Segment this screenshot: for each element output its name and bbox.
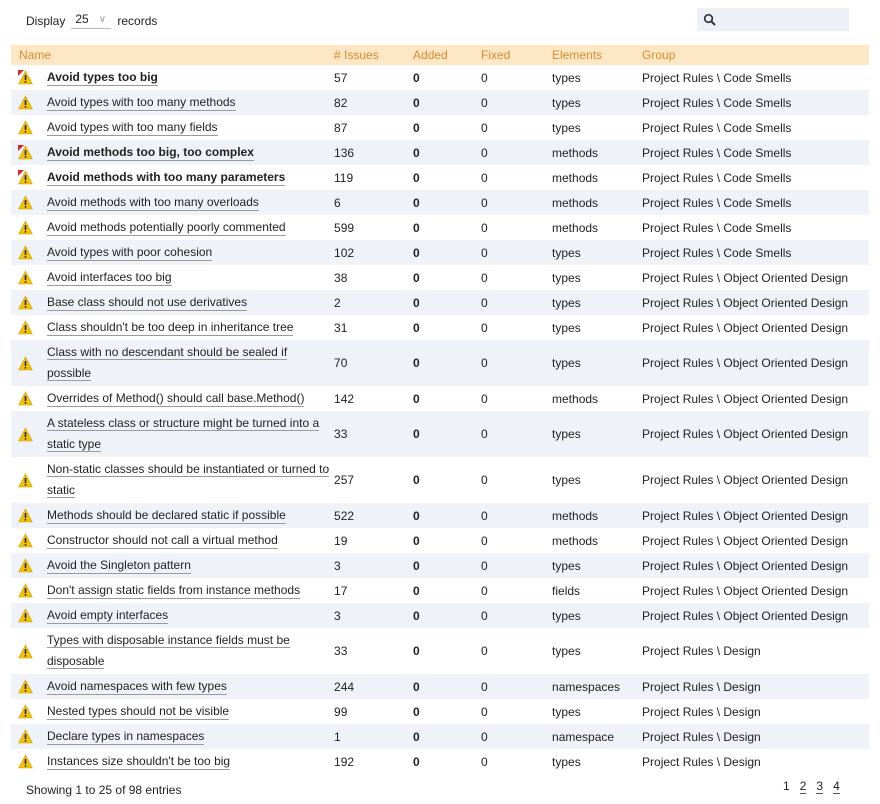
- added-count: 0: [413, 729, 420, 744]
- table-row: [11, 724, 869, 749]
- rule-name-link[interactable]: [47, 95, 236, 111]
- column-header-group[interactable]: Group: [642, 45, 869, 65]
- rule-name-link[interactable]: [47, 70, 158, 86]
- warning-icon: [18, 220, 33, 235]
- added-count: 0: [413, 533, 420, 548]
- fixed-count: 0: [481, 220, 488, 235]
- fixed-count: 0: [481, 170, 488, 185]
- table-body: [11, 65, 869, 774]
- issues-count: 19: [334, 533, 348, 548]
- rule-group: Project Rules \ Code Smells: [642, 145, 792, 160]
- rule-name: Avoid methods too big, too complex: [47, 144, 254, 159]
- warning-icon: [18, 270, 33, 285]
- rule-group: Project Rules \ Code Smells: [642, 245, 792, 260]
- added-count: 0: [413, 356, 420, 370]
- fixed-count: 0: [481, 270, 488, 285]
- table-row: [11, 553, 869, 578]
- severity-cell: [11, 578, 47, 603]
- added-count: 0: [413, 170, 420, 185]
- issues-count: 57: [334, 70, 348, 85]
- rule-group: Project Rules \ Code Smells: [642, 220, 792, 235]
- issues-count: 136: [334, 145, 355, 160]
- severity-cell: [11, 190, 47, 215]
- rule-name: Non-static classes should be instantiated or turned to static: [47, 461, 330, 497]
- rule-name: Avoid types with poor cohesion: [47, 244, 213, 259]
- elements-type: methods: [552, 220, 599, 235]
- added-count: 0: [413, 391, 420, 406]
- elements-type: fields: [552, 583, 581, 598]
- search-icon: [703, 13, 717, 27]
- added-count: 0: [413, 558, 420, 573]
- fixed-count: 0: [481, 295, 488, 310]
- warning-icon: [18, 704, 33, 719]
- rule-name-cell: [47, 240, 334, 265]
- column-header-fixed[interactable]: Fixed: [481, 45, 552, 65]
- rule-name-cell: [47, 215, 334, 240]
- rule-name-link[interactable]: [47, 583, 300, 599]
- elements-type: types: [552, 754, 581, 769]
- rule-group: Project Rules \ Object Oriented Design: [642, 608, 849, 623]
- rule-name: Avoid interfaces too big: [47, 269, 172, 284]
- rule-name-cell: [47, 315, 334, 340]
- rule-group: Project Rules \ Object Oriented Design: [642, 473, 849, 487]
- warning-icon: [18, 95, 33, 110]
- fixed-count: 0: [481, 729, 488, 744]
- elements-type: namespaces: [552, 679, 621, 694]
- rule-group: Project Rules \ Code Smells: [642, 95, 792, 110]
- severity-cell: [11, 628, 47, 674]
- rule-name: Avoid types with too many fields: [47, 119, 218, 134]
- added-count: 0: [413, 608, 420, 623]
- rule-name-cell: [47, 603, 334, 628]
- rule-name-cell: [47, 265, 334, 290]
- rule-name-cell: [47, 578, 334, 603]
- issues-count: 33: [334, 427, 348, 441]
- table-row: [11, 115, 869, 140]
- rule-name: Nested types should not be visible: [47, 703, 230, 718]
- added-count: 0: [413, 583, 420, 598]
- rule-name-link[interactable]: [47, 342, 334, 385]
- rule-name-link[interactable]: [47, 508, 286, 524]
- rule-name-link[interactable]: [47, 391, 304, 407]
- table-row: [11, 315, 869, 340]
- fixed-count: 0: [481, 145, 488, 160]
- column-header-name[interactable]: Name: [11, 45, 334, 65]
- elements-type: types: [552, 704, 581, 719]
- table-row: [11, 90, 869, 115]
- table-row: [11, 190, 869, 215]
- table-row: [11, 699, 869, 724]
- rule-group: Project Rules \ Design: [642, 704, 761, 719]
- rule-name-cell: [47, 553, 334, 578]
- rule-name-link[interactable]: [47, 295, 247, 311]
- rule-group: Project Rules \ Object Oriented Design: [642, 295, 849, 310]
- rule-name-link[interactable]: [47, 145, 254, 161]
- display-label: Display: [26, 13, 66, 28]
- rule-name-cell: [47, 503, 334, 528]
- elements-type: types: [552, 70, 581, 85]
- issues-count: 2: [334, 295, 341, 310]
- fixed-count: 0: [481, 427, 488, 441]
- rule-name-link[interactable]: [47, 220, 286, 236]
- rule-name-cell: [47, 457, 334, 503]
- fixed-count: 0: [481, 508, 488, 523]
- elements-type: methods: [552, 391, 599, 406]
- page-size-select[interactable]: [71, 12, 111, 29]
- entries-info: Showing 1 to 25 of 98 entries: [26, 783, 182, 797]
- severity-cell: [11, 165, 47, 190]
- elements-type: namespace: [552, 729, 615, 744]
- rule-name-link[interactable]: [47, 704, 229, 720]
- rule-group: Project Rules \ Code Smells: [642, 170, 792, 185]
- rule-name: Declare types in namespaces: [47, 728, 205, 743]
- rule-group: Project Rules \ Object Oriented Design: [642, 583, 849, 598]
- severity-cell: [11, 115, 47, 140]
- warning-icon: [18, 754, 33, 769]
- rule-name-link[interactable]: [47, 195, 259, 211]
- added-count: 0: [413, 473, 420, 487]
- fixed-count: 0: [481, 473, 488, 487]
- elements-type: methods: [552, 508, 599, 523]
- rule-name-link[interactable]: [47, 170, 285, 186]
- table-row: [11, 215, 869, 240]
- warning-icon: [18, 195, 33, 210]
- rule-name-link[interactable]: [47, 413, 334, 456]
- severity-cell: [11, 699, 47, 724]
- rule-name-cell: [47, 340, 334, 386]
- rule-name-cell: [47, 386, 334, 411]
- page-size-control: [26, 12, 157, 29]
- rule-group: Project Rules \ Object Oriented Design: [642, 270, 849, 285]
- rule-name-cell: [47, 165, 334, 190]
- rule-group: Project Rules \ Object Oriented Design: [642, 356, 849, 370]
- issues-count: 3: [334, 608, 341, 623]
- added-count: 0: [413, 427, 420, 441]
- warning-icon: [18, 608, 33, 623]
- fixed-count: 0: [481, 245, 488, 260]
- issues-count: 522: [334, 508, 355, 523]
- critical-warning-icon: [18, 70, 33, 85]
- fixed-count: 0: [481, 533, 488, 548]
- issues-count: 119: [334, 170, 354, 185]
- rule-name-link[interactable]: [47, 679, 227, 695]
- rule-name-link[interactable]: [47, 320, 293, 336]
- rule-name-cell: [47, 190, 334, 215]
- added-count: 0: [413, 679, 420, 694]
- added-count: 0: [413, 754, 420, 769]
- elements-type: types: [552, 245, 581, 260]
- issues-count: 1: [334, 729, 341, 744]
- fixed-count: 0: [481, 95, 488, 110]
- severity-cell: [11, 553, 47, 578]
- warning-icon: [18, 679, 33, 694]
- added-count: 0: [413, 508, 420, 523]
- table-row: [11, 528, 869, 553]
- warning-icon: [18, 508, 33, 523]
- table-row: [11, 457, 869, 503]
- severity-cell: [11, 503, 47, 528]
- added-count: 0: [413, 145, 420, 160]
- elements-type: methods: [552, 533, 599, 548]
- table-row: [11, 265, 869, 290]
- rule-name-link[interactable]: [47, 754, 230, 770]
- rule-name: Don't assign static fields from instance methods: [47, 582, 301, 597]
- rule-group: Project Rules \ Object Oriented Design: [642, 558, 849, 573]
- issues-count: 70: [334, 356, 348, 370]
- chevron-down-icon: ∨: [98, 13, 107, 25]
- rule-name-link[interactable]: [47, 245, 212, 261]
- added-count: 0: [413, 120, 420, 135]
- rule-name-link[interactable]: [47, 558, 191, 574]
- rule-name-cell: [47, 115, 334, 140]
- rule-name: Avoid empty interfaces: [47, 607, 169, 622]
- fixed-count: 0: [481, 583, 488, 598]
- rule-name-cell: [47, 628, 334, 674]
- page-link-4[interactable]: 4: [833, 779, 840, 793]
- elements-type: types: [552, 270, 581, 285]
- rule-group: Project Rules \ Design: [642, 644, 761, 658]
- table-row: [11, 503, 869, 528]
- rule-name: Avoid the Singleton pattern: [47, 557, 191, 572]
- issues-count: 192: [334, 754, 355, 769]
- rule-name: Instances size shouldn't be too big: [47, 753, 231, 768]
- table-row: [11, 65, 869, 90]
- elements-type: types: [552, 608, 581, 623]
- severity-cell: [11, 674, 47, 699]
- rule-name: Avoid methods with too many overloads: [47, 194, 259, 209]
- critical-warning-icon: [18, 170, 33, 185]
- rule-group: Project Rules \ Object Oriented Design: [642, 391, 849, 406]
- records-label: records: [117, 13, 158, 28]
- page-link-2[interactable]: 2: [799, 779, 807, 793]
- added-count: 0: [413, 195, 420, 210]
- severity-cell: [11, 528, 47, 553]
- warning-icon: [18, 120, 33, 135]
- pagination: [783, 779, 840, 794]
- fixed-count: 0: [481, 679, 488, 694]
- added-count: 0: [413, 245, 420, 260]
- severity-cell: [11, 340, 47, 386]
- added-count: 0: [413, 704, 420, 719]
- rule-name-link[interactable]: [47, 270, 172, 286]
- severity-cell: [11, 265, 47, 290]
- rule-name: Overrides of Method() should call base.Method(): [47, 390, 305, 405]
- fixed-count: 0: [481, 356, 488, 370]
- issues-count: 99: [334, 704, 348, 719]
- elements-type: types: [552, 473, 581, 487]
- rule-name: Avoid methods potentially poorly commented: [47, 219, 286, 234]
- warning-icon: [18, 533, 33, 548]
- added-count: 0: [413, 70, 420, 85]
- rule-group: Project Rules \ Object Oriented Design: [642, 320, 849, 335]
- rule-group: Project Rules \ Code Smells: [642, 70, 792, 85]
- rule-group: Project Rules \ Code Smells: [642, 120, 792, 135]
- rule-name-cell: [47, 699, 334, 724]
- table-header-row: [11, 45, 869, 65]
- rule-name-link[interactable]: [47, 459, 334, 502]
- rule-name-cell: [47, 140, 334, 165]
- added-count: 0: [413, 95, 420, 110]
- severity-cell: [11, 290, 47, 315]
- table-row: [11, 411, 869, 457]
- elements-type: methods: [552, 170, 599, 185]
- rule-group: Project Rules \ Object Oriented Design: [642, 533, 849, 548]
- fixed-count: 0: [481, 195, 488, 210]
- rule-group: Project Rules \ Design: [642, 729, 761, 744]
- table-row: [11, 290, 869, 315]
- table-row: [11, 749, 869, 774]
- rule-name: Avoid types with too many methods: [47, 94, 236, 109]
- rule-group: Project Rules \ Object Oriented Design: [642, 427, 849, 441]
- severity-cell: [11, 411, 47, 457]
- rule-name-cell: [47, 528, 334, 553]
- issues-count: 257: [334, 473, 355, 487]
- fixed-count: 0: [481, 704, 488, 719]
- warning-icon: [18, 729, 33, 744]
- warning-icon: [18, 644, 33, 659]
- rule-name-cell: [47, 65, 334, 90]
- rule-name-cell: [47, 749, 334, 774]
- warning-icon: [18, 427, 33, 442]
- search-input[interactable]: [697, 8, 849, 31]
- warning-icon: [18, 320, 33, 335]
- rule-name: Types with disposable instance fields must be disposable: [47, 632, 290, 668]
- severity-cell: [11, 724, 47, 749]
- added-count: 0: [413, 220, 420, 235]
- table-row: [11, 578, 869, 603]
- added-count: 0: [413, 320, 420, 335]
- fixed-count: 0: [481, 608, 488, 623]
- warning-icon: [18, 356, 33, 371]
- issues-count: 142: [334, 391, 355, 406]
- issues-count: 3: [334, 558, 341, 573]
- rule-name: Methods should be declared static if possible: [47, 507, 286, 522]
- rule-name: Avoid methods with too many parameters: [47, 169, 286, 184]
- rule-name: Constructor should not call a virtual method: [47, 532, 278, 547]
- elements-type: types: [552, 95, 581, 110]
- rule-name-cell: [47, 724, 334, 749]
- rule-name-cell: [47, 674, 334, 699]
- fixed-count: 0: [481, 558, 488, 573]
- severity-cell: [11, 90, 47, 115]
- issues-count: 17: [334, 583, 348, 598]
- rule-name-link[interactable]: [47, 630, 334, 673]
- issues-count: 599: [334, 220, 355, 235]
- table-row: [11, 140, 869, 165]
- rule-name: Avoid namespaces with few types: [47, 678, 227, 693]
- severity-cell: [11, 65, 47, 90]
- warning-icon: [18, 558, 33, 573]
- critical-warning-icon: [18, 145, 33, 160]
- page-link-3[interactable]: 3: [816, 779, 824, 793]
- issues-count: 38: [334, 270, 348, 285]
- issues-count: 31: [334, 320, 348, 335]
- rule-name-cell: [47, 290, 334, 315]
- rule-group: Project Rules \ Design: [642, 754, 761, 769]
- rule-name-link[interactable]: [47, 120, 218, 136]
- severity-cell: [11, 315, 47, 340]
- severity-cell: [11, 603, 47, 628]
- rule-group: Project Rules \ Code Smells: [642, 195, 792, 210]
- table-row: [11, 165, 869, 190]
- elements-type: methods: [552, 195, 599, 210]
- issues-count: 82: [334, 95, 348, 110]
- table-row: [11, 240, 869, 265]
- elements-type: types: [552, 320, 581, 335]
- added-count: 0: [413, 270, 420, 285]
- table-row: [11, 340, 869, 386]
- elements-type: types: [552, 427, 581, 441]
- issues-count: 244: [334, 679, 355, 694]
- column-header-issues[interactable]: # Issues: [334, 45, 413, 65]
- rule-name-link[interactable]: [47, 533, 278, 549]
- table-controls: [0, 0, 880, 40]
- elements-type: types: [552, 558, 581, 573]
- page-link-1[interactable]: 1: [783, 779, 790, 793]
- severity-cell: [11, 457, 47, 503]
- fixed-count: 0: [481, 320, 488, 335]
- rule-name-link[interactable]: [47, 729, 204, 745]
- rule-name-link[interactable]: [47, 608, 168, 624]
- page-size-value: 25: [75, 12, 89, 26]
- fixed-count: 0: [481, 644, 488, 658]
- severity-cell: [11, 215, 47, 240]
- issues-count: 33: [334, 644, 348, 658]
- table-row: [11, 386, 869, 411]
- warning-icon: [18, 391, 33, 406]
- column-header-elements[interactable]: Elements: [552, 45, 642, 65]
- fixed-count: 0: [481, 70, 488, 85]
- elements-type: types: [552, 120, 581, 135]
- issues-count: 87: [334, 120, 348, 135]
- table-row: [11, 628, 869, 674]
- rule-group: Project Rules \ Object Oriented Design: [642, 508, 849, 523]
- rule-name: Class with no descendant should be sealed if possible: [47, 344, 288, 380]
- warning-icon: [18, 245, 33, 260]
- table-row: [11, 603, 869, 628]
- rule-name: Class shouldn't be too deep in inheritance tree: [47, 319, 294, 334]
- rule-name-cell: [47, 411, 334, 457]
- rule-name: A stateless class or structure might be turned into a static type: [47, 415, 320, 451]
- table-row: [11, 674, 869, 699]
- fixed-count: 0: [481, 754, 488, 769]
- warning-icon: [18, 583, 33, 598]
- column-header-added[interactable]: Added: [413, 45, 481, 65]
- rule-group: Project Rules \ Design: [642, 679, 761, 694]
- rule-name: Base class should not use derivatives: [47, 294, 248, 309]
- fixed-count: 0: [481, 391, 488, 406]
- elements-type: types: [552, 295, 581, 310]
- severity-cell: [11, 140, 47, 165]
- rule-name-cell: [47, 90, 334, 115]
- rules-table: [11, 45, 869, 774]
- rule-name: Avoid types too big: [47, 69, 158, 84]
- warning-icon: [18, 473, 33, 488]
- elements-type: methods: [552, 145, 599, 160]
- added-count: 0: [413, 644, 420, 658]
- elements-type: types: [552, 644, 581, 658]
- issues-count: 6: [334, 195, 341, 210]
- severity-cell: [11, 386, 47, 411]
- added-count: 0: [413, 295, 420, 310]
- warning-icon: [18, 295, 33, 310]
- severity-cell: [11, 240, 47, 265]
- severity-cell: [11, 749, 47, 774]
- fixed-count: 0: [481, 120, 488, 135]
- elements-type: types: [552, 356, 581, 370]
- issues-count: 102: [334, 245, 355, 260]
